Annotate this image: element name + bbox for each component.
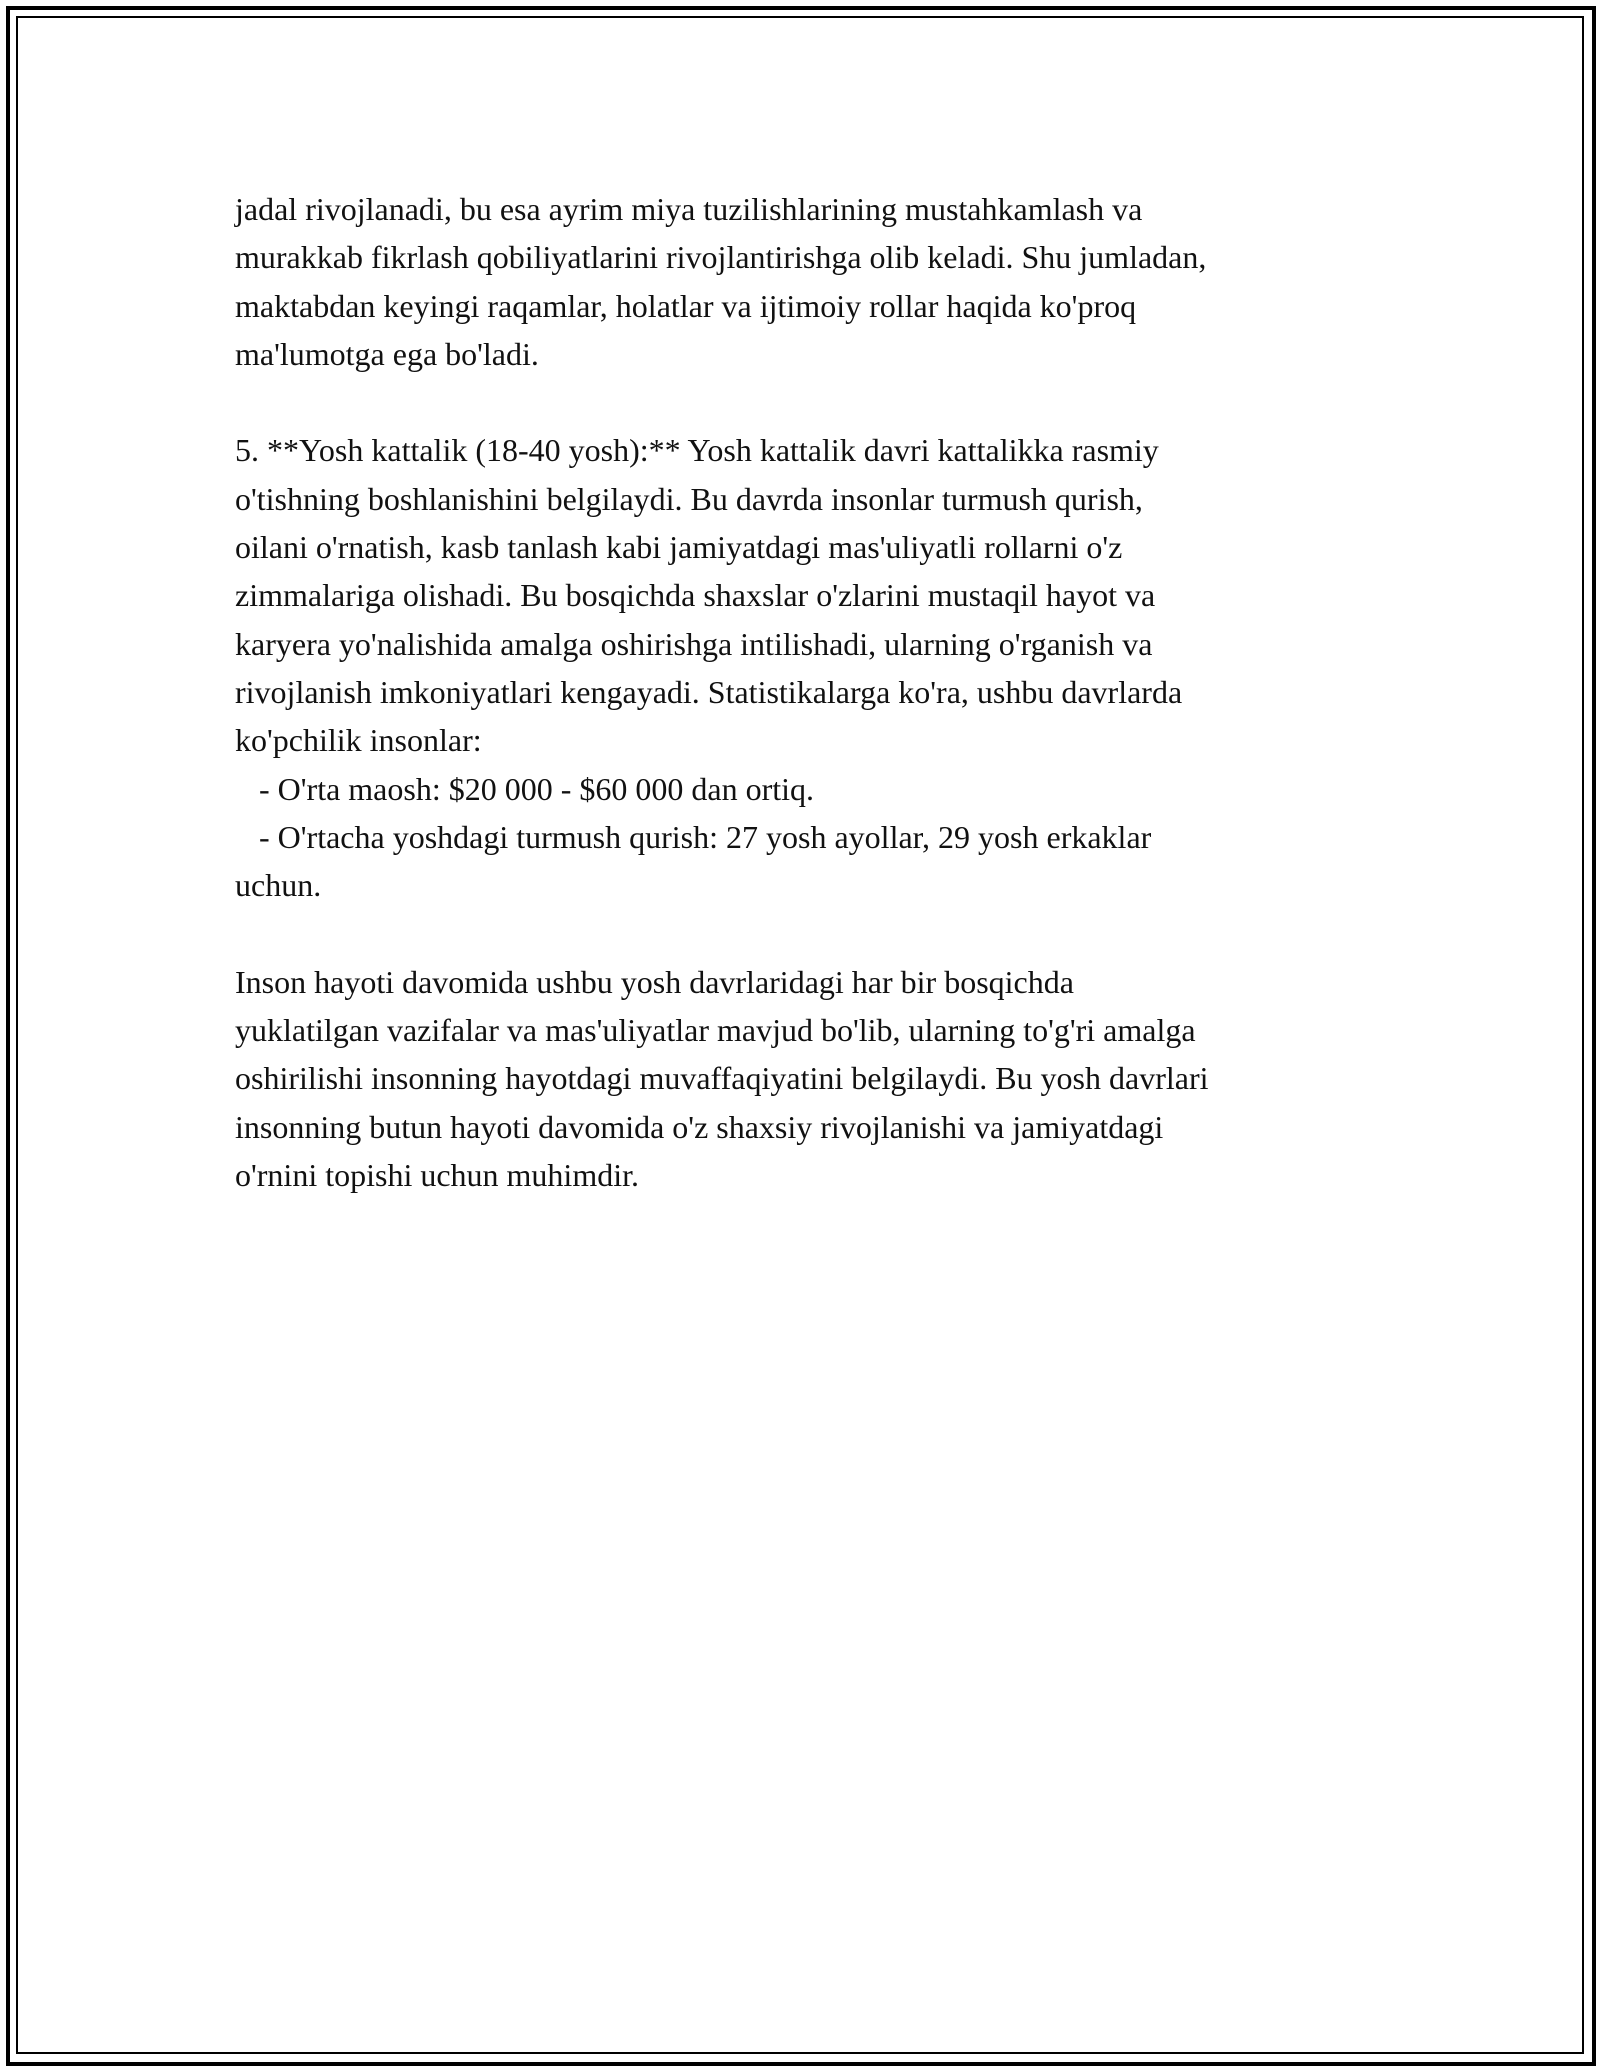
text-line: maktabdan keyingi raqamlar, holatlar va ijtimoiy rollar haqida ko'proq	[235, 287, 1137, 324]
list-item-marriage-age: - O'rtacha yoshdagi turmush qurish: 27 yosh ayollar, 29 yosh erkaklar	[235, 818, 1152, 855]
text-line: uchun.	[235, 867, 322, 904]
text-line: zimmalariga olishadi. Bu bosqichda shaxslar o'zlarini mustaqil hayot va	[235, 577, 1156, 614]
text-line: Inson hayoti davomida ushbu yosh davrlaridagi har bir bosqichda	[235, 963, 1074, 1000]
text-line: murakkab fikrlash qobiliyatlarini rivojlantirishga olib keladi. Shu jumladan,	[235, 239, 1207, 276]
text-line: 5. **Yosh kattalik (18-40 yosh):** Yosh kattalik davri kattalikka rasmiy	[235, 432, 1159, 469]
text-line: oilani o'rnatish, kasb tanlash kabi jamiyatdagi mas'uliyatli rollarni o'z	[235, 529, 1123, 566]
text-line: ma'lumotga ega bo'ladi.	[235, 335, 539, 372]
paragraph-gap	[235, 378, 1415, 426]
list-item-salary: - O'rta maosh: $20 000 - $60 000 dan ortiq.	[235, 770, 815, 807]
text-line: o'rnini topishi uchun muhimdir.	[235, 1156, 639, 1193]
document-body	[235, 185, 1415, 1199]
text-line: insonning butun hayoti davomida o'z shaxsiy rivojlanishi va jamiyatdagi	[235, 1108, 1164, 1145]
text-line: ko'pchilik insonlar:	[235, 722, 482, 759]
text-line: oshirilishi insonning hayotdagi muvaffaqiyatini belgilaydi. Bu yosh davrlari	[235, 1060, 1209, 1097]
text-line: rivojlanish imkoniyatlari kengayadi. Statistikalarga ko'ra, ushbu davrlarda	[235, 673, 1183, 710]
text-line: o'tishning boshlanishini belgilaydi. Bu davrda insonlar turmush qurish,	[235, 480, 1143, 517]
text-line: karyera yo'nalishida amalga oshirishga intilishadi, ularning o'rganish va	[235, 625, 1153, 662]
paragraph-young-adulthood	[235, 426, 1415, 909]
paragraph-conclusion	[235, 958, 1415, 1199]
text-line: yuklatilgan vazifalar va mas'uliyatlar mavjud bo'lib, ularning to'g'ri amalga	[235, 1012, 1196, 1049]
paragraph-continuation	[235, 185, 1415, 378]
text-line: jadal rivojlanadi, bu esa ayrim miya tuzilishlarining mustahkamlash va	[235, 191, 1143, 227]
paragraph-gap	[235, 909, 1415, 957]
